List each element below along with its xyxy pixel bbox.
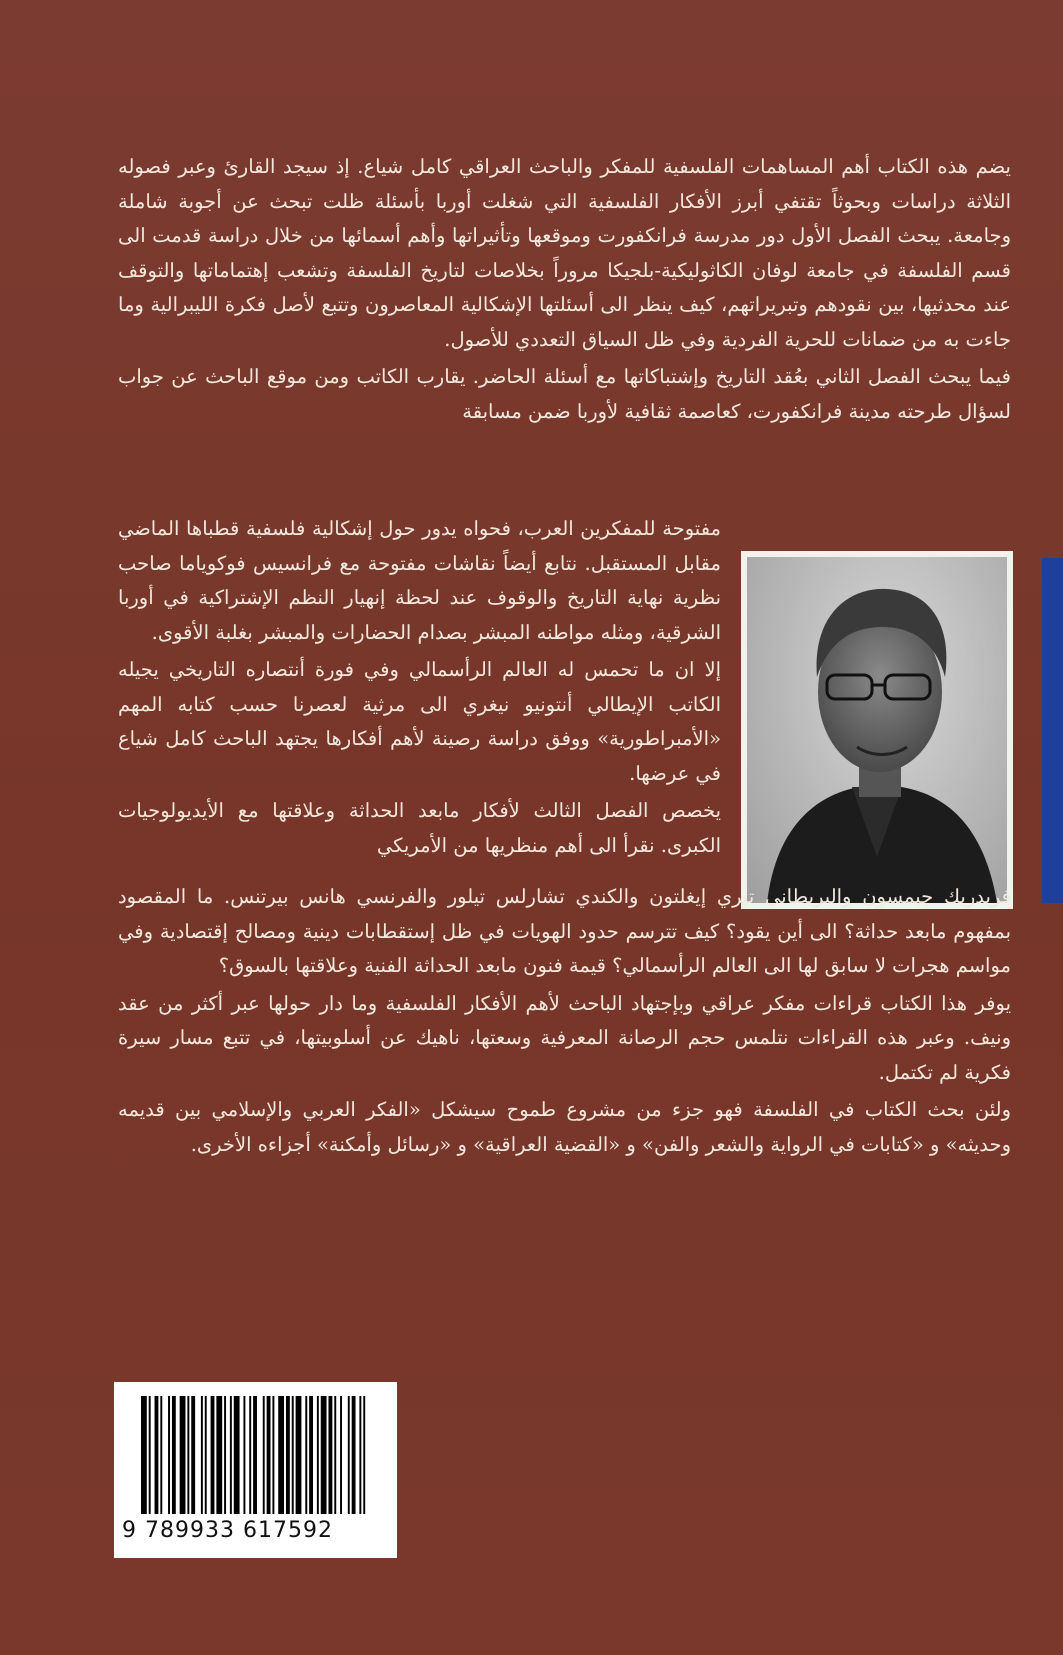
barcode-bar <box>205 1396 207 1514</box>
barcode-bar <box>292 1396 294 1514</box>
barcode-bars <box>141 1396 371 1516</box>
barcode-bar <box>180 1396 186 1514</box>
barcode-bar <box>149 1396 151 1514</box>
author-photo <box>741 551 1013 909</box>
author-portrait <box>747 557 1007 903</box>
isbn-number: 9 789933 617592 <box>122 1518 333 1543</box>
blurb-bottom <box>118 880 1011 1165</box>
barcode-bar <box>224 1396 226 1514</box>
barcode-bar <box>296 1396 302 1514</box>
barcode-bar <box>317 1396 319 1514</box>
blurb-beside-photo <box>118 512 721 866</box>
barcode-bar <box>141 1396 147 1514</box>
barcode-bar <box>340 1396 342 1514</box>
blurb-paragraph-6: فريدريك جيمسون والبريطاني تيري إيغلتون والكندي تشارلس تيلور والفرنسي هانس بيرتنس. ما المقصود بمفهوم مابعد حداثة؟ الى أين يقود؟ كيف تترسم حدود الهويات في ظل إستقطابات دينية ومصالح إقتصادية وفي مواسم هجرات لا سابق لها الى العالم الرأسمالي؟ قيمة فنون مابعد الحداثة الفنية وعلاقتها بالسوق؟ <box>118 885 1011 977</box>
blurb-top <box>118 150 1011 432</box>
barcode-bar <box>201 1396 203 1514</box>
barcode-bar <box>286 1396 290 1514</box>
blurb-paragraph-2: فيما يبحث الفصل الثاني بعُقد التاريخ وإشتباكاتها مع أسئلة الحاضر. يقارب الكاتب ومن موقع الباحث عن جواب لسؤال طرحته مدينة فرانكفورت، كعاصمة ثقافية لأوربا ضمن مسابقة <box>118 365 1011 423</box>
portrait-illustration <box>747 557 1007 903</box>
barcode-bar <box>328 1396 332 1514</box>
barcode-bar <box>230 1396 232 1514</box>
blurb-paragraph-4: إلا ان ما تحمس له العالم الرأسمالي وفي فورة أنتصاره التاريخي يجيله الكاتب الإيطالي أنتونيو نيغري الى مرثية لعصرنا حسب كتابه المهم «الأمبراطورية» ووفق دراسة رصينة لأهم أفكارها يجتهد الباحث كامل شياع في عرضها. <box>118 658 721 785</box>
barcode-bar <box>309 1396 313 1514</box>
isbn-barcode <box>114 1382 397 1558</box>
blurb-paragraph-3: مفتوحة للمفكرين العرب، فحواه يدور حول إشكالية فلسفية قطباها الماضي مقابل المستقبل. نتابع أيضاً نقاشات مفتوحة مع فرانسيس فوكوياما صاحب نظرية نهاية التاريخ والوقوف عند لحظة إنهيار النظم الإشتراكية في أوربا الشرقية، ومثله مواطنه المبشر بصدام الحضارات والمبشر بغلبة الأقوى. <box>118 517 721 644</box>
barcode-bar <box>305 1396 307 1514</box>
barcode-bar <box>359 1396 361 1514</box>
barcode-bar <box>191 1396 195 1514</box>
barcode-bar <box>216 1396 222 1514</box>
barcode-bar <box>321 1396 327 1514</box>
blurb-paragraph-7: يوفر هذا الكتاب قراءات مفكر عراقي وبإجتهاد الباحث لأهم الأفكار الفلسفية وما دار حولها عبر أكثر من عقد ونيف. وعبر هذه القراءات نتلمس حجم الرصانة المعرفية وسعتها، ناهيك عن أسلوبيتها، في تتبع مسار سيرة فكرية لم تكتمل. <box>118 991 1011 1084</box>
barcode-bar <box>272 1396 274 1514</box>
barcode-bar <box>155 1396 159 1514</box>
barcode-bar <box>334 1396 336 1514</box>
barcode-bar <box>211 1396 215 1514</box>
barcode-bar <box>172 1396 176 1514</box>
blurb-paragraph-5: يخصص الفصل الثالث لأفكار مابعد الحداثة وعلاقتها مع الأيديولوجيات الكبرى. نقرأ الى أهم منظريها من الأمريكي <box>118 799 721 857</box>
barcode-bar <box>243 1396 245 1514</box>
barcode-bar <box>253 1396 257 1514</box>
spine-accent-strip <box>1042 558 1063 903</box>
barcode-bar <box>348 1396 350 1514</box>
barcode-bar <box>249 1396 251 1514</box>
barcode-bar <box>160 1396 162 1514</box>
barcode-bar <box>168 1396 170 1514</box>
barcode-bar <box>352 1396 356 1514</box>
barcode-bar <box>187 1396 189 1514</box>
barcode-bar <box>363 1396 365 1514</box>
barcode-bar <box>234 1396 240 1514</box>
barcode-bar <box>263 1396 265 1514</box>
barcode-bar <box>267 1396 271 1514</box>
blurb-paragraph-8: ولئن بحث الكتاب في الفلسفة فهو جزء من مشروع طموح سيشكل «الفكر العربي والإسلامي بين قديمه وحديثه» و «كتابات في الرواية والشعر والفن» و «القضية العراقية» و «رسائل وأمكنة» أجزاءه الأخرى. <box>118 1098 1011 1156</box>
barcode-bar <box>278 1396 284 1514</box>
blurb-paragraph-1: يضم هذه الكتاب أهم المساهمات الفلسفية للمفكر والباحث العراقي كامل شياع. إذ سيجد القارئ وعبر فصوله الثلاثة دراسات وبحوثاً تقتفي أبرز الأفكار الفلسفية التي شغلت أوربا بأسئلة ظلت تبحث عن أجوبة شاملة وجامعة. يبحث الفصل الأول دور مدرسة فرانكفورت وموقعها وتأثيراتها وأهم أسمائها من خلال دراسة قدمت الى قسم الفلسفة في جامعة لوفان الكاثوليكية-بلجيكا مروراً بخلاصات لتاريخ الفلسفة وتشعب إهتماماتها والتوقف عند محدثيها، بين نقودهم وتبريراتهم، كيف ينظر الى أسئلتها الإشكالية المعاصرون وتتبع لأصل فكرة الليبرالية وما جاءت به من ضمانات للحرية الفردية وفي ظل السياق التعددي للأصول. <box>118 155 1011 351</box>
